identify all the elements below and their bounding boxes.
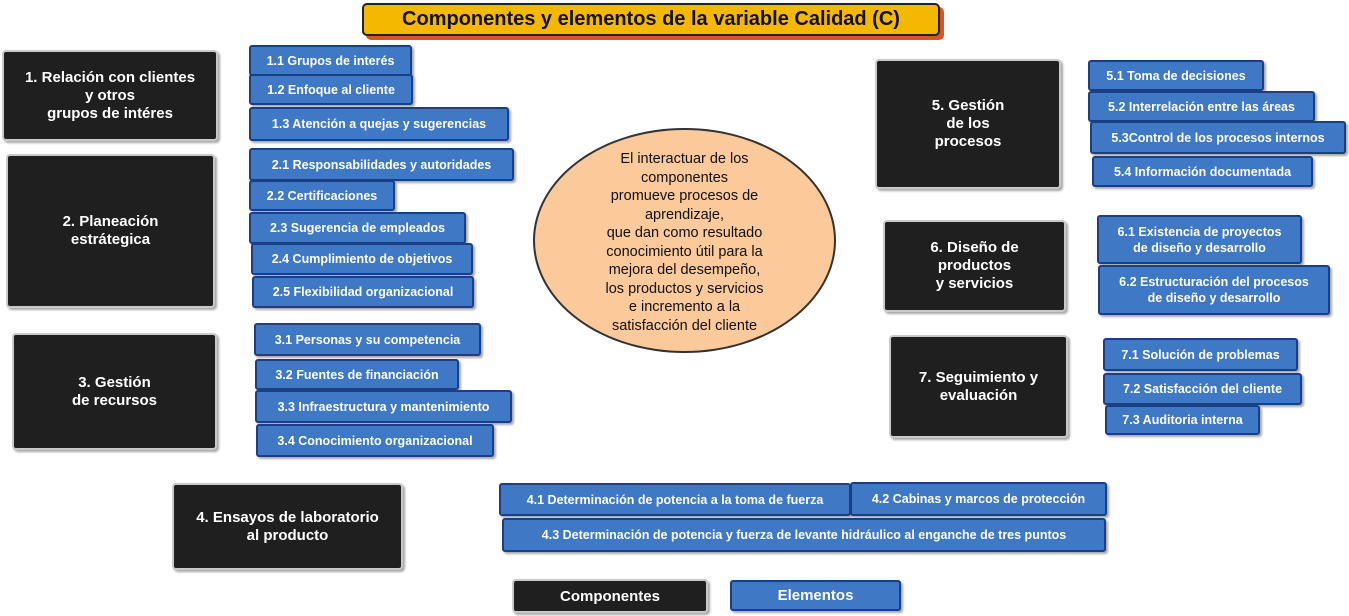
center-ellipse: El interactuar de los componentes promueve procesos de aprendizaje, que dan como resultado conocimiento útil para la mejora del desempeño, los productos y servicios e incremento a la satisfacción del cliente xyxy=(533,128,836,353)
element-5-4: 5.4 Información documentada xyxy=(1092,156,1313,187)
diagram-title: Componentes y elementos de la variable Calidad (C) xyxy=(362,3,940,36)
element-6-1: 6.1 Existencia de proyectos de diseño y desarrollo xyxy=(1097,215,1302,264)
element-4-1: 4.1 Determinación de potencia a la toma de fuerza xyxy=(499,483,851,516)
element-1-1: 1.1 Grupos de interés xyxy=(249,45,412,76)
component-4: 4. Ensayos de laboratorio al producto xyxy=(172,483,403,570)
element-2-4: 2.4 Cumplimiento de objetivos xyxy=(251,243,473,275)
element-3-1: 3.1 Personas y su competencia xyxy=(254,323,481,356)
element-7-1: 7.1 Solución de problemas xyxy=(1103,338,1298,371)
element-5-1: 5.1 Toma de decisiones xyxy=(1088,60,1264,91)
component-1: 1. Relación con clientes y otros grupos de intéres xyxy=(2,50,218,141)
element-7-2: 7.2 Satisfacción del cliente xyxy=(1103,373,1302,405)
component-5: 5. Gestión de los procesos xyxy=(875,59,1061,189)
legend-components: Componentes xyxy=(512,579,708,613)
element-3-3: 3.3 Infraestructura y mantenimiento xyxy=(255,390,512,423)
component-2: 2. Planeación estrátegica xyxy=(6,154,215,308)
element-3-2: 3.2 Fuentes de financiación xyxy=(255,359,459,390)
element-4-3: 4.3 Determinación de potencia y fuerza de levante hidráulico al enganche de tres puntos xyxy=(502,518,1106,552)
element-6-2: 6.2 Estructuración del procesos de diseño y desarrollo xyxy=(1098,265,1330,315)
component-7: 7. Seguimiento y evaluación xyxy=(889,335,1068,438)
element-5-3: 5.3Control de los procesos internos xyxy=(1090,121,1346,154)
element-1-2: 1.2 Enfoque al cliente xyxy=(249,74,413,105)
element-3-4: 3.4 Conocimiento organizacional xyxy=(256,424,494,457)
component-6: 6. Diseño de productos y servicios xyxy=(883,220,1066,312)
element-4-2: 4.2 Cabinas y marcos de protección xyxy=(850,482,1107,516)
element-2-2: 2.2 Certificaciones xyxy=(249,180,395,211)
element-2-5: 2.5 Flexibilidad organizacional xyxy=(252,276,474,308)
element-2-3: 2.3 Sugerencia de empleados xyxy=(249,212,466,244)
component-3: 3. Gestión de recursos xyxy=(12,333,217,450)
element-1-3: 1.3 Atención a quejas y sugerencias xyxy=(249,107,509,141)
element-2-1: 2.1 Responsabilidades y autoridades xyxy=(249,148,514,181)
element-7-3: 7.3 Auditoria interna xyxy=(1105,405,1260,435)
legend-elements: Elementos xyxy=(730,580,901,611)
element-5-2: 5.2 Interrelación entre las áreas xyxy=(1088,91,1315,122)
